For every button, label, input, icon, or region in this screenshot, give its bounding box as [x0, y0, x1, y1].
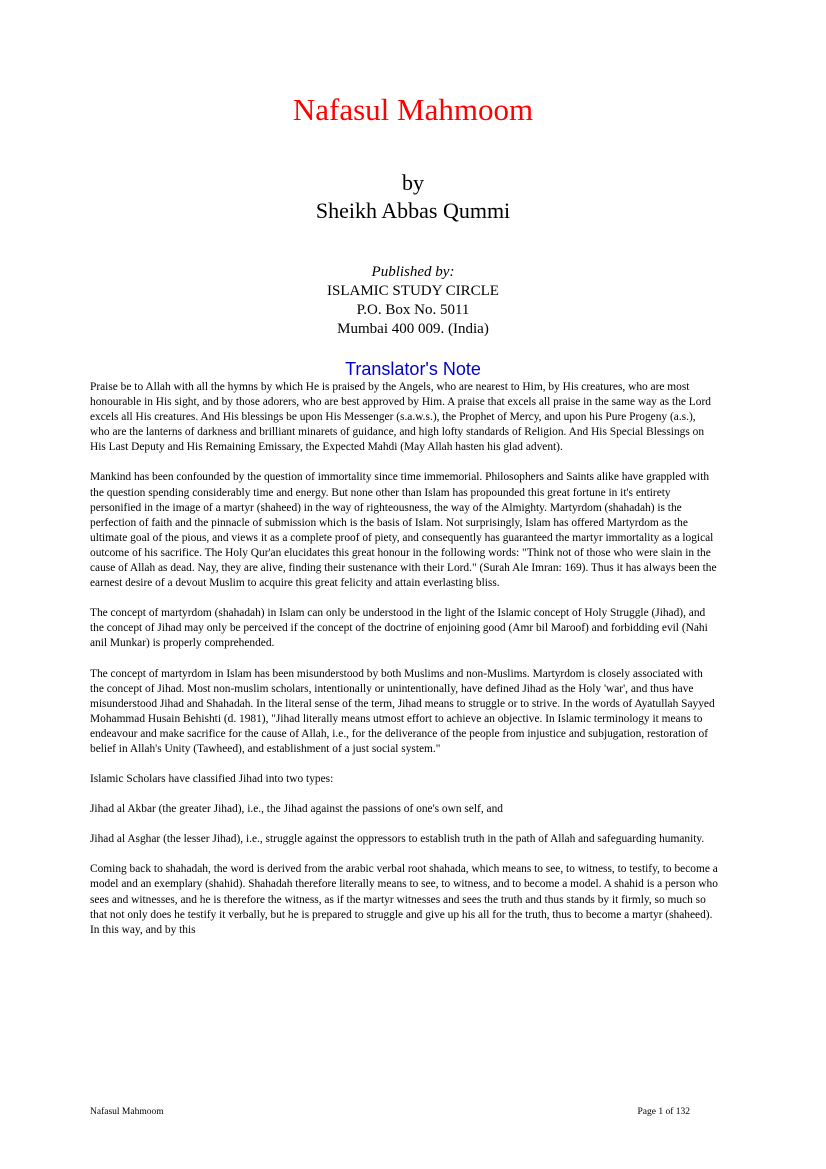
publisher-box: P.O. Box No. 5011: [356, 302, 470, 318]
footer-page-number: Page 1 of 132: [637, 1107, 690, 1117]
paragraph: Coming back to shahadah, the word is derived from the arabic verbal root shahada, which means to see, to witness, to testify, to become a model and an exemplary (shahid). Shahadah therefore literally means to see, to witness, and to become a model. A shahid is a person who sees and witnesses, and he is therefore the witness, as if the martyr witnesses and sees the truth and thus stands by it firmly, so much so that not only does he testify it verbally, but he is prepared to struggle and give up his all for the truth, thus to become a martyr (shaheed). In this way, and by this: [90, 863, 718, 936]
publisher-label: Published by:: [371, 264, 455, 280]
body-text: [90, 380, 718, 953]
publisher-name: ISLAMIC STUDY CIRCLE: [327, 283, 499, 299]
paragraph: Jihad al Asghar (the lesser Jihad), i.e., struggle against the oppressors to establish truth in the path of Allah and safeguarding humanity.: [90, 833, 705, 846]
publisher-block: [0, 263, 826, 339]
paragraph: Jihad al Akbar (the greater Jihad), i.e., the Jihad against the passions of one's own self, and: [90, 803, 503, 816]
paragraph: The concept of martyrdom in Islam has been misunderstood by both Muslims and non-Muslims. Martyrdom is closely associated with the concept of Jihad. Most non-muslim scholars, intentionally or unintentionally, have defined Jihad as the Holy 'war', and thus have misunderstood Jihad and Shahadah. In the literal sense of the term, Jihad means to struggle or to strive. In the words of Ayatullah Sayyed Mohammad Husain Behishti (d. 1981), "Jihad literally means utmost effort to achieve an objective. In Islamic terminology it means to endeavour and make sacrifice for the cause of Allah, i.e., for the deliverance of the people from injustice and subjugation, restoration of belief in Allah's Unity (Tawheed), and establishment of a just social system.": [90, 667, 715, 755]
document-title: Nafasul Mahmoom: [292, 92, 534, 127]
paragraph: The concept of martyrdom (shahadah) in Islam can only be understood in the light of the Islamic concept of Holy Struggle (Jihad), and the concept of Jihad may only be perceived if the concept of the doctrine of enjoining good (Amr bil Maroof) and forbidding evil (Nahi anil Munkar) is properly comprehended.: [90, 607, 708, 650]
author-name: Sheikh Abbas Qummi: [315, 198, 511, 223]
byline-by: by: [402, 170, 424, 195]
footer-title: Nafasul Mahmoom: [90, 1107, 164, 1117]
section-heading: Translator's Note: [345, 359, 481, 379]
paragraph: Islamic Scholars have classified Jihad into two types:: [90, 773, 334, 786]
publisher-city: Mumbai 400 009. (India): [337, 321, 489, 337]
paragraph: Mankind has been confounded by the question of immortality since time immemorial. Philosophers and Saints alike have grappled with the question spending considerably time and energy. But none other than Islam has propounded this great fortune in it's entirety personified in the image of a martyr (shaheed) in the way of righteousness, the way of the Almighty. Martyrdom (shahadah) is the perfection of faith and the pinnacle of submission which is the basis of Islam. Not surprisingly, Islam has offered Martyrdom as the ultimate goal of the pious, and views it as a complete proof of piety, and consequently has guaranteed the martyr immortality as a logical outcome of his sacrifice. The Holy Qur'an elucidates this great honour in the following words: "Think not of those who were slain in the cause of Allah as dead. Nay, they are alive, finding their sustenance with their Lord." (Surah Ale Imran: 169). Thus it has always been the earnest desire of a devout Muslim to acquire this great felicity and attain everlasting bliss.: [90, 471, 717, 590]
paragraph: Praise be to Allah with all the hymns by which He is praised by the Angels, who are nearest to Him, by His creatures, who are most honourable in His sight, and by those adorers, who are best approved by Him. A praise that excels all praise in the same way as the Lord excels all His creatures. And His blessings be upon His Messenger (s.a.w.s.), the Prophet of Mercy, and upon his Pure Progeny (a.s.), who are the lanterns of darkness and brilliant minarets of guidance, and high lofty standards of Religion. And His Special Blessings on His Last Deputy and His Remaining Emissary, the Expected Mahdi (May Allah hasten his glad advent).: [90, 381, 711, 454]
